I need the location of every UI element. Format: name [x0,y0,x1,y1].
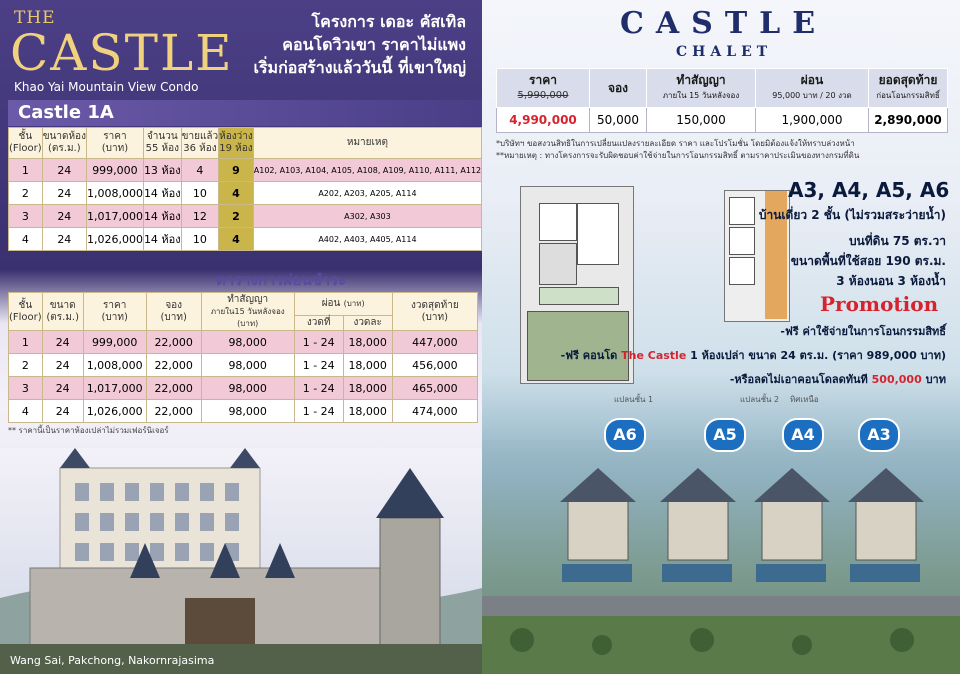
info-area: ขนาดพื้นที่ใช้สอย 190 ตร.ม. [790,254,946,268]
schedule-title: ตารางการผ่อนชำระ [216,271,347,289]
old-price: 5,990,000 [517,90,569,101]
badge-a6: A6 [604,418,646,452]
table-row: 4 24 1,026,000 14 ห้อง 10 4 A402, A403, A405, A114 [9,228,482,251]
offer-free-transfer: -ฟรี ค่าใช้จ่ายในการโอนกรรมสิทธิ์ [780,325,946,338]
chalet-notes: *บริษัทฯ ขอสงวนสิทธิในการเปลี่ยนแปลงรายละเอียด ราคา และโปรโมชั่น โดยมิต้องแจ้งให้ทราบล่วงหน้า **หมายเหตุ : ทางโครงการจะรับผิดชอบค่าใช้จ่ายในการโอนกรรมสิทธิ์ ตามราคาประเมินของทางกรมที่ดิน [496,139,860,160]
col-count: จำนวน 55 ห้อง [143,128,181,159]
table-row: 2 24 1,008,000 22,000 98,000 1 - 24 18,000 456,000 [9,354,478,377]
headline-line-1: โครงการ เดอะ คัสเทิล [311,12,466,31]
info-land: บนที่ดิน 75 ตร.วา [848,234,946,248]
col-floor: ชั้น (Floor) [9,128,43,159]
badge-a5: A5 [704,418,746,452]
footnote: ** ราคานี้เป็นราคาห้องเปล่าไม่รวมเฟอร์นิเจอร์ [8,426,169,435]
badge-a4: A4 [782,418,824,452]
headline-line-2: คอนโดวิวเขา ราคาไม่แพง [282,35,466,54]
logo-castle: CASTLE [10,24,234,82]
logo-the: THE [14,8,56,28]
col-size: ขนาด (ตร.ม.) [42,293,83,331]
col-final: ยอดสุดท้าย ก่อนโอนกรรมสิทธิ์ [869,69,948,108]
col-size: ขนาดห้อง (ตร.ม.) [42,128,86,159]
col-sold: ขายแล้ว 36 ห้อง [181,128,219,159]
castle-logo: CASTLE [620,6,828,41]
promotion-title: Promotion [820,292,939,316]
new-price: 4,990,000 [497,108,590,133]
address: Wang Sai, Pakchong, Nakornrajasima [10,654,215,667]
col-price: ราคา (บาท) [83,293,146,331]
chalet-houses-illustration [482,440,960,674]
col-booking: จอง (บาท) [146,293,201,331]
schedule-header-1 [9,293,478,316]
units-table [8,127,482,251]
col-contract: ทำสัญญา ภายใน 15 วันหลังจอง [647,69,756,108]
offer-free-condo: -ฟรี คอนโด The Castle 1 ห้องเปล่า ขนาด 24 ตร.ม. (ราคา 989,000 บาท) [560,349,946,362]
info-rooms: 3 ห้องนอน 3 ห้องน้ำ [836,274,946,288]
col-installment: ผ่อน 95,000 บาท / 20 งวด [756,69,869,108]
table-row: 3 24 1,017,000 22,000 98,000 1 - 24 18,000 465,000 [9,377,478,400]
chalet-price-table [496,68,948,133]
section-title: Castle 1A [8,100,482,126]
units-title: A3, A4, A5, A6 [788,178,950,202]
chalet-subtitle: CHALET [676,44,773,60]
col-each: งวดละ [343,316,392,331]
col-floor: ชั้น (Floor) [9,293,43,331]
table-row: 1 24 999,000 22,000 98,000 1 - 24 18,000 447,000 [9,331,478,354]
plan-label-floor2: แปลนชั้น 2 [740,395,780,404]
offer-discount: -หรือลดไม่เอาคอนโดลดทันที 500,000 บาท [729,373,946,386]
col-note: หมายเหตุ [253,128,481,159]
col-available: ห้องว่าง 19 ห้อง [219,128,254,159]
headline [226,10,466,79]
col-contract: ทำสัญญา ภายใน15 วันหลังจอง (บาท) [201,293,294,331]
condo-building-illustration [0,448,482,674]
logo-tagline: Khao Yai Mountain View Condo [14,80,199,94]
table-row: 1 24 999,000 13 ห้อง 4 9 A102, A103, A104, A105, A108, A109, A110, A111, A112 [9,159,482,182]
table-row: 4,990,000 50,000 150,000 1,900,000 2,890,000 [497,108,948,133]
info-house-type: บ้านเดี่ยว 2 ชั้น (ไม่รวมสระว่ายน้ำ) [758,208,946,222]
col-periods: งวดที่ [294,316,343,331]
col-price: ราคา 5,990,000 [497,69,590,108]
plan-label-north: ทิศเหนือ [790,395,819,404]
col-booking: จอง [590,69,647,108]
schedule-table [8,292,478,423]
table-row: 3 24 1,017,000 14 ห้อง 12 2 A302, A303 [9,205,482,228]
table-row: 4 24 1,026,000 22,000 98,000 1 - 24 18,000 474,000 [9,400,478,423]
col-price: ราคา (บาท) [86,128,143,159]
headline-line-3: เริ่มก่อสร้างแล้ววันนี้ ที่เขาใหญ่ [253,58,466,77]
col-installment: ผ่อน (บาท) [294,293,392,316]
col-final: งวดสุดท้าย (บาท) [392,293,477,331]
chalet-price-header [497,69,948,108]
units-table-header [9,128,482,159]
table-row: 2 24 1,008,000 14 ห้อง 10 4 A202, A203, A205, A114 [9,182,482,205]
plan-label-floor1: แปลนชั้น 1 [614,395,654,404]
badge-a3: A3 [858,418,900,452]
